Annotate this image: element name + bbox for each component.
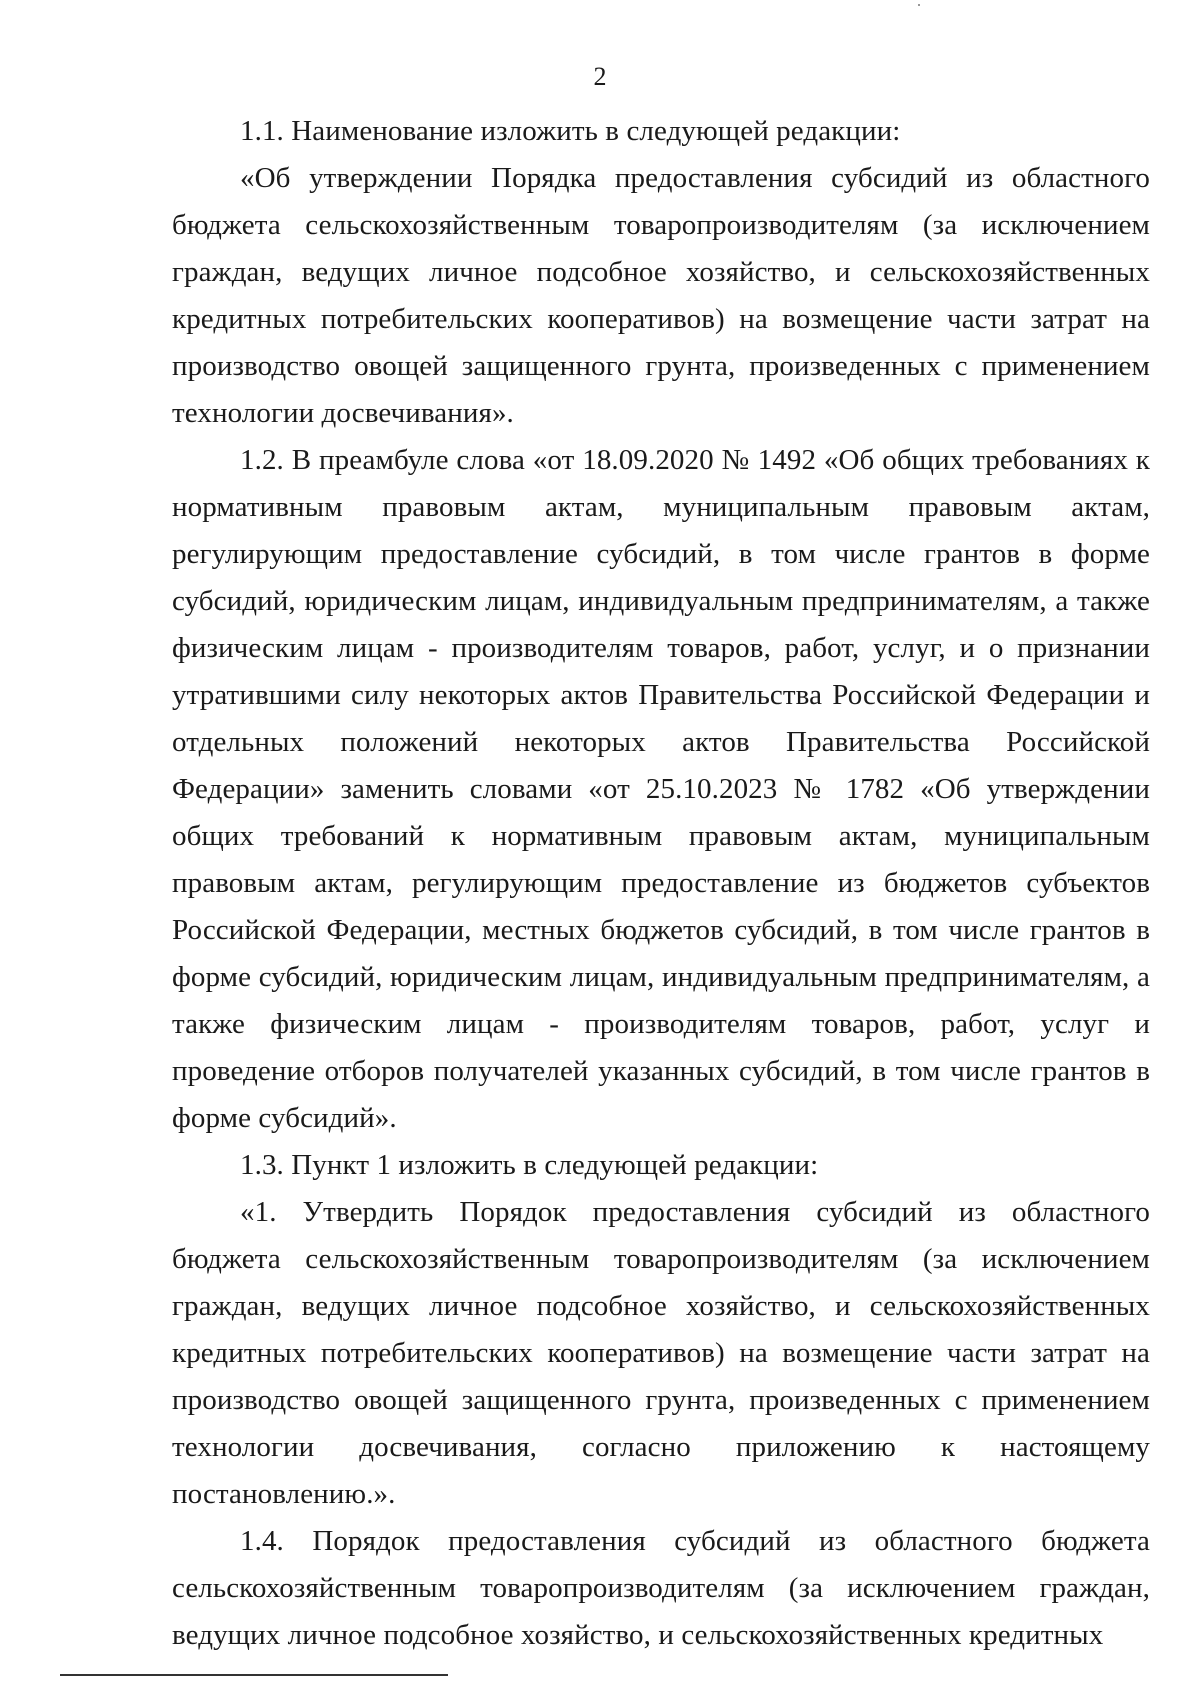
paragraph-point-1-quote: «1. Утвердить Порядок предоставления субсидий из областного бюджета сельскохозяйственным товаропроизводителям (за исключением граждан, ведущих личное подсобное хозяйство, и сельскохозяйственных кредитных потребительских кооперативов) на возмещение части затрат на производство овощей защищенного грунта, произведенных с применением технологии досвечивания, согласно приложению к настоящему постановлению.». xyxy=(172,1196,1150,1510)
paragraph-1-3: 1.3. Пункт 1 изложить в следующей редакции: xyxy=(240,1149,819,1181)
paragraph-title-quote: «Об утверждении Порядка предоставления субсидий из областного бюджета сельскохозяйственным товаропроизводителям (за исключением граждан, ведущих личное подсобное хозяйство, и сельскохозяйственных кредитных потребительских кооперативов) на возмещение части затрат на производство овощей защищенного грунта, произведенных с применением технологии досвечивания». xyxy=(172,162,1150,429)
page-number: 2 xyxy=(593,62,607,91)
paragraph-1-2: 1.2. В преамбуле слова «от 18.09.2020 № 1492 «Об общих требованиях к нормативным правовым актам, муниципальным правовым актам, регулирующим предоставление субсидий, в том числе грантов в форме субсидий, юридическим лицам, индивидуальным предпринимателям, а также физическим лицам - производителям товаров, работ, услуг, и о признании утратившими силу некоторых актов Правительства Российской Федерации и отдельных положений некоторых актов Правительства Российской Федерации» заменить словами «от 25.10.2023 № 1782 «Об утверждении общих требований к нормативным правовым актам, муниципальным правовым актам, регулирующим предоставление из бюджетов субъектов Российской Федерации, местных бюджетов субсидий, в том числе грантов в форме субсидий, юридическим лицам, индивидуальным предпринимателям, а также физическим лицам - производителям товаров, работ, услуг и проведение отборов получателей указанных субсидий, в том числе грантов в форме субсидий». xyxy=(172,444,1150,1134)
document-body xyxy=(172,108,1150,1659)
footer-divider xyxy=(60,1674,448,1676)
scan-speck xyxy=(918,4,920,6)
paragraph-1-1: 1.1. Наименование изложить в следующей редакции: xyxy=(240,115,901,147)
paragraph-1-4: 1.4. Порядок предоставления субсидий из областного бюджета сельскохозяйственным товаропроизводителям (за исключением граждан, ведущих личное подсобное хозяйство, и сельскохозяйственных кредитных xyxy=(172,1525,1150,1651)
